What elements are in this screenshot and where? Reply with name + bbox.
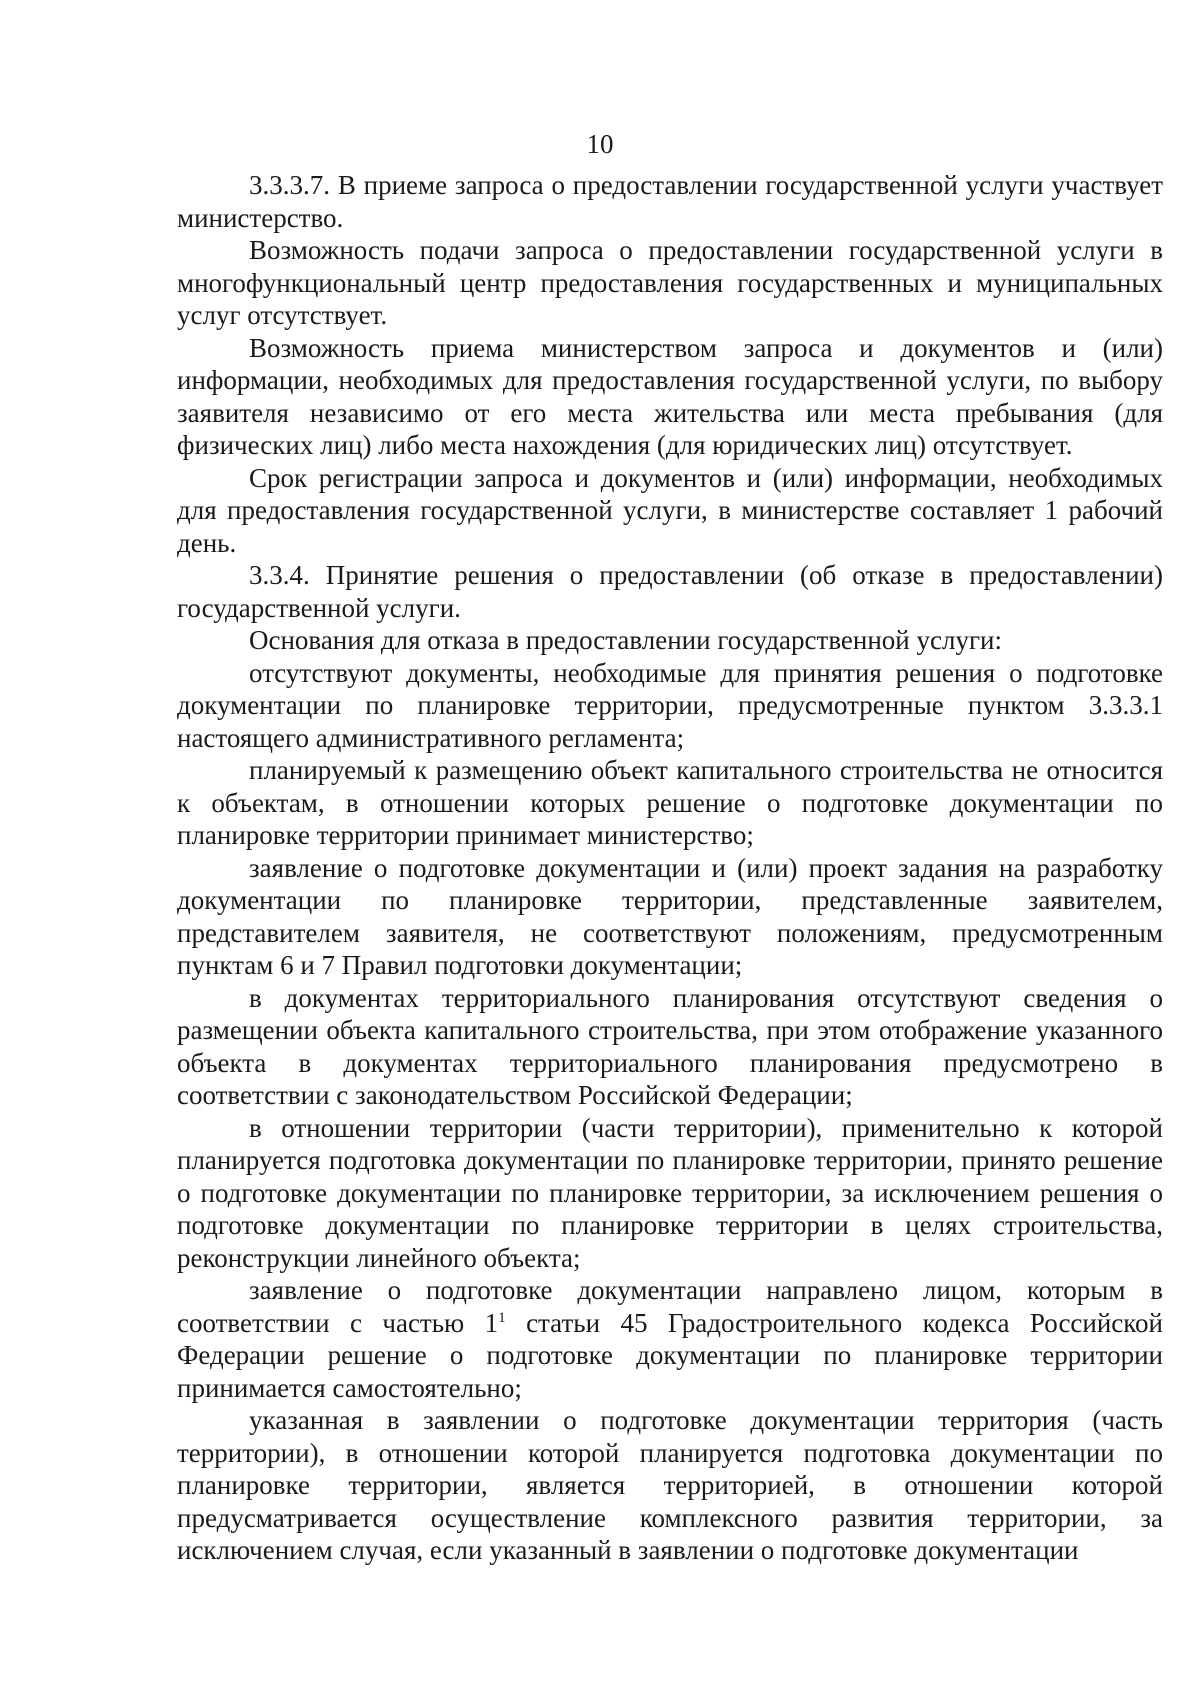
paragraph-extraterritorial-reception: Возможность приема министерством запроса и документов и (или) информации, необходимых для предоставления государственной услуги, по выбору заявителя независимо от его места жительства или места пребывания (для физических лиц) либо места нахождения (для юридических лиц) отсутствует. bbox=[177, 332, 1163, 460]
list-item-complex-development: указанная в заявлении о подготовке документации территория (часть территории), в отношении которой планируется подготовка документации по планировке территории, является территорией, в отношении которой предусматривается осуществление комплексного развития территории, за исключением случая, если указанный в заявлении о подготовке документации bbox=[177, 1405, 1163, 1565]
paragraph-3-3-4: 3.3.4. Принятие решения о предоставлении (об отказе в предоставлении) государственной услуги. bbox=[177, 560, 1163, 623]
paragraph-refusal-grounds-heading: Основания для отказа в предоставлении государственной услуги: bbox=[249, 625, 1002, 655]
list-item-missing-documents: отсутствуют документы, необходимые для принятия решения о подготовке документации по планировке территории, предусмотренные пунктом 3.3.3.1 настоящего административного регламента; bbox=[177, 657, 1163, 753]
list-item-object-not-ministry: планируемый к размещению объект капитального строительства не относится к объектам, в отношении которых решение о подготовке документации по планировке территории принимает министерство; bbox=[177, 755, 1163, 850]
superscript-marker: 1 bbox=[498, 1309, 506, 1326]
list-item-territorial-planning: в документах территориального планирования отсутствуют сведения о размещении объекта капитального строительства, при этом отображение указанного объекта в документах территориального планирования предусмотрено в соответствии с законодательством Российской Федерации; bbox=[177, 982, 1163, 1110]
list-item-self-decision bbox=[177, 1274, 1163, 1404]
paragraph-registration-term: Срок регистрации запроса и документов и (или) информации, необходимых для предоставления государственной услуги, в министерстве составляет 1 рабочий день. bbox=[177, 462, 1163, 558]
list-item-existing-decision: в отношении территории (части территории), применительно к которой планируется подготовка документации по планировке территории, принято решение о подготовке документации по планировке территории, за исключением решения о подготовке документации по планировке территории в целях строительства, реконструкции линейного объекта; bbox=[177, 1112, 1163, 1273]
document-body bbox=[177, 169, 1163, 1567]
list-item-application-nonconformity: заявление о подготовке документации и (или) проект задания на разработку документации по планировке территории, представленные заявителем, представителем заявителя, не соответствуют положениям, предусмотренным пунктам 6 и 7 Правил подготовки документации; bbox=[177, 852, 1163, 980]
list-item-self-decision-text-a: заявление о подготовке документации направлено лицом, которым в соответствии с частью 1 bbox=[177, 1275, 1163, 1338]
paragraph-3-3-3-7: 3.3.3.7. В приеме запроса о предоставлении государственной услуги участвует министерство. bbox=[177, 170, 1163, 233]
list-item-self-decision-text-b: статьи 45 Градостроительного кодекса Российской Федерации решение о подготовке документации по планировке территории принимается самостоятельно; bbox=[177, 1307, 1163, 1403]
paragraph-mfc-submission: Возможность подачи запроса о предоставлении государственной услуги в многофункциональный центр предоставления государственных и муниципальных услуг отсутствует. bbox=[177, 235, 1163, 330]
page-number: 10 bbox=[586, 129, 614, 159]
